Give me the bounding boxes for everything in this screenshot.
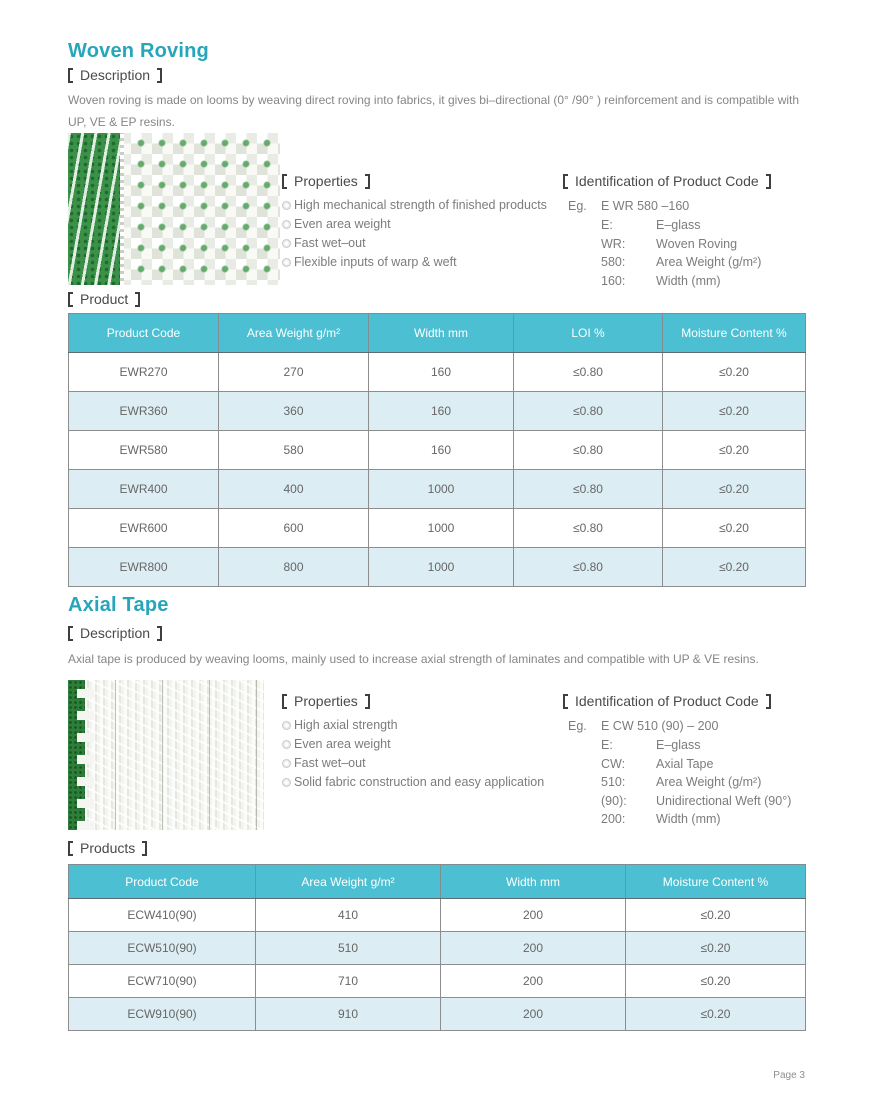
table-cell: EWR270 bbox=[69, 353, 219, 392]
section-label-text: Product bbox=[80, 291, 129, 307]
gear-bullet-icon bbox=[282, 258, 291, 267]
bracket-right-icon bbox=[766, 694, 771, 709]
axial-identification-block bbox=[563, 692, 818, 829]
bracket-left-icon bbox=[68, 68, 73, 83]
table-cell: ≤0.20 bbox=[663, 392, 806, 431]
table-cell: 1000 bbox=[369, 548, 514, 587]
section-label-text: Products bbox=[80, 840, 136, 856]
table-cell: EWR580 bbox=[69, 431, 219, 470]
code-value: Width (mm) bbox=[656, 812, 721, 826]
table-cell: EWR400 bbox=[69, 470, 219, 509]
code-value: Axial Tape bbox=[656, 756, 714, 771]
table-row bbox=[69, 965, 806, 998]
code-part-row bbox=[563, 773, 818, 792]
table-cell: 800 bbox=[219, 548, 369, 587]
code-value: Unidirectional Weft (90°) bbox=[656, 793, 792, 808]
code-value: Width (mm) bbox=[656, 273, 721, 288]
code-key: 580: bbox=[601, 255, 626, 269]
table-cell: EWR600 bbox=[69, 509, 219, 548]
axial-properties-label bbox=[282, 692, 570, 710]
code-key: CW: bbox=[601, 756, 626, 771]
table-cell: 360 bbox=[219, 392, 369, 431]
axial-tape-title: Axial Tape bbox=[68, 594, 169, 616]
bracket-right-icon bbox=[157, 626, 162, 641]
gear-bullet-icon bbox=[282, 220, 291, 229]
table-cell: ≤0.80 bbox=[514, 470, 663, 509]
gear-bullet-icon bbox=[282, 740, 291, 749]
axial-description-text: Axial tape is produced by weaving looms, mainly used to increase axial strength of laminates and compatible with UP & VE resins. bbox=[68, 652, 759, 666]
bracket-right-icon bbox=[135, 292, 140, 307]
table-cell: ≤0.20 bbox=[663, 431, 806, 470]
table-cell: ECW710(90) bbox=[69, 965, 256, 998]
code-key: E: bbox=[601, 738, 613, 752]
table-cell: 400 bbox=[219, 470, 369, 509]
table-cell: ≤0.20 bbox=[626, 932, 806, 965]
table-row bbox=[69, 899, 806, 932]
property-text: Solid fabric construction and easy application bbox=[294, 775, 545, 789]
section-label-text: Properties bbox=[294, 693, 358, 709]
table-cell: ≤0.20 bbox=[626, 965, 806, 998]
table-cell: ECW910(90) bbox=[69, 998, 256, 1031]
table-row bbox=[69, 431, 806, 470]
gear-bullet-icon bbox=[282, 239, 291, 248]
table-cell: ≤0.20 bbox=[626, 899, 806, 932]
property-text: Flexible inputs of warp & weft bbox=[294, 255, 457, 269]
axial-properties-block bbox=[282, 692, 570, 792]
table-row bbox=[69, 353, 806, 392]
axial-identification-label bbox=[563, 692, 818, 710]
column-header: Product Code bbox=[69, 865, 256, 899]
code-value: E–glass bbox=[656, 218, 701, 232]
column-header: Product Code bbox=[69, 314, 219, 353]
property-text: High axial strength bbox=[294, 718, 398, 732]
gear-bullet-icon bbox=[282, 759, 291, 768]
bracket-right-icon bbox=[365, 174, 370, 189]
column-header: Area Weight g/m² bbox=[256, 865, 441, 899]
column-header: Width mm bbox=[369, 314, 514, 353]
property-item bbox=[282, 196, 560, 215]
axial-products-label bbox=[68, 839, 147, 857]
code-key: E: bbox=[601, 218, 613, 232]
page-number: Page 3 bbox=[773, 1070, 805, 1081]
code-key: 160: bbox=[601, 273, 626, 288]
bracket-right-icon bbox=[157, 68, 162, 83]
example-code-row bbox=[563, 197, 813, 216]
woven-identification-block bbox=[563, 172, 813, 290]
example-code-row bbox=[563, 717, 818, 736]
property-text: High mechanical strength of finished products bbox=[294, 198, 547, 212]
table-cell: ≤0.20 bbox=[663, 470, 806, 509]
section-label-text: Properties bbox=[294, 173, 358, 189]
code-value: Woven Roving bbox=[656, 236, 738, 251]
code-key: 200: bbox=[601, 812, 626, 826]
property-text: Even area weight bbox=[294, 217, 391, 231]
table-cell: ≤0.80 bbox=[514, 353, 663, 392]
table-row bbox=[69, 932, 806, 965]
table-header-row bbox=[69, 314, 806, 353]
property-item bbox=[282, 253, 560, 272]
table-cell: 580 bbox=[219, 431, 369, 470]
bracket-left-icon bbox=[282, 694, 287, 709]
example-prefix: Eg. bbox=[568, 199, 587, 213]
woven-roving-photo bbox=[68, 133, 280, 285]
table-cell: 200 bbox=[441, 899, 626, 932]
woven-roving-title: Woven Roving bbox=[68, 40, 209, 62]
table-cell: 710 bbox=[256, 965, 441, 998]
code-part-row bbox=[563, 736, 818, 755]
table-cell: EWR800 bbox=[69, 548, 219, 587]
table-cell: ECW510(90) bbox=[69, 932, 256, 965]
axial-description-label bbox=[68, 624, 162, 642]
property-item bbox=[282, 215, 560, 234]
section-label-text: Identification of Product Code bbox=[575, 693, 759, 709]
property-item bbox=[282, 735, 570, 754]
gear-bullet-icon bbox=[282, 778, 291, 787]
column-header: Moisture Content % bbox=[663, 314, 806, 353]
bracket-right-icon bbox=[142, 841, 147, 856]
code-value: E–glass bbox=[656, 738, 701, 752]
bracket-right-icon bbox=[365, 694, 370, 709]
bracket-left-icon bbox=[68, 626, 73, 641]
table-row bbox=[69, 470, 806, 509]
table-cell: 1000 bbox=[369, 470, 514, 509]
example-prefix: Eg. bbox=[568, 719, 587, 733]
column-header: Moisture Content % bbox=[626, 865, 806, 899]
woven-roving-product-table bbox=[68, 313, 806, 587]
table-cell: ≤0.20 bbox=[663, 548, 806, 587]
bracket-right-icon bbox=[766, 174, 771, 189]
table-cell: ECW410(90) bbox=[69, 899, 256, 932]
table-cell: ≤0.80 bbox=[514, 509, 663, 548]
table-cell: 410 bbox=[256, 899, 441, 932]
section-label-text: Description bbox=[80, 625, 151, 641]
woven-description-label bbox=[68, 66, 162, 84]
woven-description-text: Woven roving is made on looms by weaving direct roving into fabrics, it gives bi–directional (0° /90° ) reinforcement and is compatible with UP, VE & EP resins. bbox=[68, 93, 800, 129]
table-cell: ≤0.20 bbox=[663, 353, 806, 392]
code-value: Area Weight (g/m²) bbox=[656, 255, 762, 269]
bracket-left-icon bbox=[563, 174, 568, 189]
table-cell: 160 bbox=[369, 353, 514, 392]
section-label-text: Identification of Product Code bbox=[575, 173, 759, 189]
code-part-row bbox=[563, 792, 818, 811]
table-cell: 270 bbox=[219, 353, 369, 392]
property-item bbox=[282, 773, 570, 792]
table-row bbox=[69, 998, 806, 1031]
example-code: E WR 580 –160 bbox=[601, 199, 690, 213]
code-part-row bbox=[563, 810, 818, 829]
woven-properties-label bbox=[282, 172, 560, 190]
code-part-row bbox=[563, 216, 813, 235]
bracket-left-icon bbox=[282, 174, 287, 189]
code-value: Area Weight (g/m²) bbox=[656, 775, 762, 789]
bracket-left-icon bbox=[68, 841, 73, 856]
property-text: Even area weight bbox=[294, 737, 391, 751]
table-cell: ≤0.80 bbox=[514, 548, 663, 587]
table-cell: 200 bbox=[441, 932, 626, 965]
table-cell: ≤0.20 bbox=[663, 509, 806, 548]
code-part-row bbox=[563, 235, 813, 254]
table-row bbox=[69, 548, 806, 587]
code-part-row bbox=[563, 272, 813, 291]
table-cell: EWR360 bbox=[69, 392, 219, 431]
property-text: Fast wet–out bbox=[294, 236, 366, 250]
property-item bbox=[282, 716, 570, 735]
woven-properties-block bbox=[282, 172, 560, 272]
table-cell: 200 bbox=[441, 965, 626, 998]
table-cell: 910 bbox=[256, 998, 441, 1031]
bracket-left-icon bbox=[563, 694, 568, 709]
code-part-row bbox=[563, 253, 813, 272]
gear-bullet-icon bbox=[282, 201, 291, 210]
section-label-text: Description bbox=[80, 67, 151, 83]
code-key: 510: bbox=[601, 775, 626, 789]
table-cell: 200 bbox=[441, 998, 626, 1031]
column-header: Width mm bbox=[441, 865, 626, 899]
table-cell: 1000 bbox=[369, 509, 514, 548]
table-cell: ≤0.80 bbox=[514, 431, 663, 470]
gear-bullet-icon bbox=[282, 721, 291, 730]
table-row bbox=[69, 392, 806, 431]
property-item bbox=[282, 234, 560, 253]
code-key: WR: bbox=[601, 236, 626, 251]
property-item bbox=[282, 754, 570, 773]
bracket-left-icon bbox=[68, 292, 73, 307]
code-part-row bbox=[563, 755, 818, 774]
table-cell: 160 bbox=[369, 431, 514, 470]
table-cell: 510 bbox=[256, 932, 441, 965]
table-row bbox=[69, 509, 806, 548]
table-cell: 160 bbox=[369, 392, 514, 431]
axial-tape-product-table bbox=[68, 864, 806, 1031]
table-header-row bbox=[69, 865, 806, 899]
table-cell: ≤0.20 bbox=[626, 998, 806, 1031]
code-key: (90): bbox=[601, 793, 627, 808]
column-header: LOI % bbox=[514, 314, 663, 353]
axial-tape-photo bbox=[68, 680, 264, 830]
example-code: E CW 510 (90) – 200 bbox=[601, 719, 719, 733]
table-cell: ≤0.80 bbox=[514, 392, 663, 431]
woven-identification-label bbox=[563, 172, 813, 190]
woven-product-label bbox=[68, 290, 140, 308]
property-text: Fast wet–out bbox=[294, 756, 366, 770]
column-header: Area Weight g/m² bbox=[219, 314, 369, 353]
table-cell: 600 bbox=[219, 509, 369, 548]
